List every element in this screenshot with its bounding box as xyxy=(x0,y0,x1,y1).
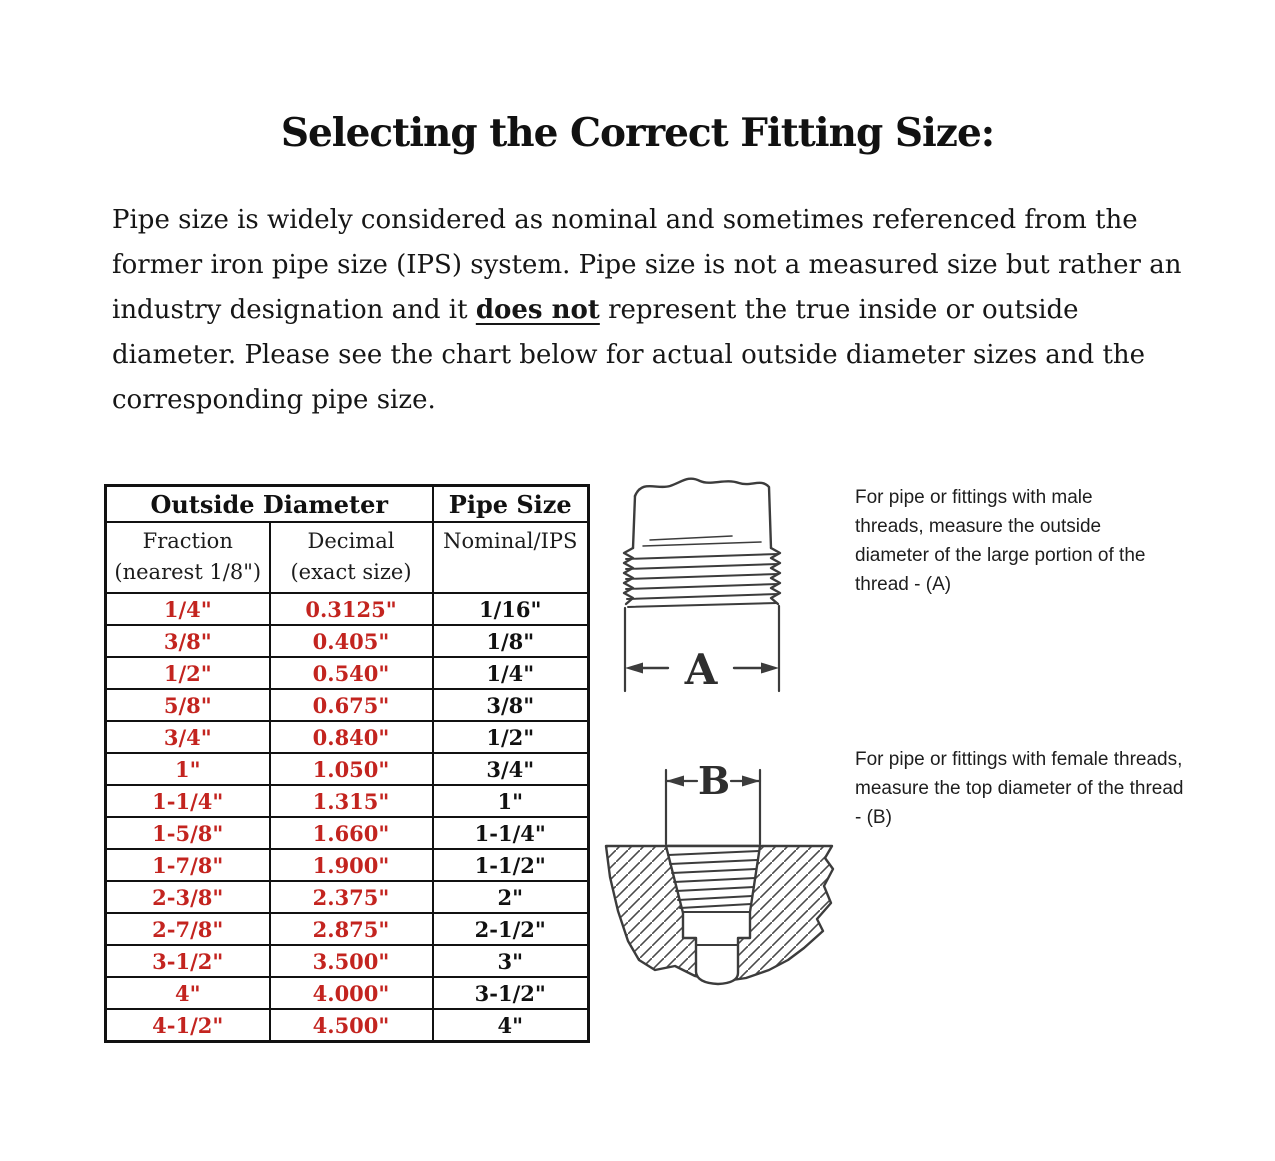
table-subheader-row xyxy=(106,522,589,593)
table-row xyxy=(106,817,589,849)
cell-fraction: 1/2" xyxy=(106,657,270,689)
figure-male-thread xyxy=(612,462,802,701)
paragraph-text-after: represent the true inside or outside diameter. Please see the chart below for actual outside diameter sizes and the corresponding pipe size. xyxy=(112,295,1146,415)
male-thread-drawing xyxy=(612,462,802,697)
col-header-nominal-ips xyxy=(433,522,589,593)
table-row xyxy=(106,977,589,1009)
table-row xyxy=(106,849,589,881)
table-row xyxy=(106,945,589,977)
pipe-size-table xyxy=(104,484,590,1043)
cell-fraction: 3/4" xyxy=(106,721,270,753)
cell-pipe-size: 3/4" xyxy=(433,753,589,785)
cell-pipe-size: 1/16" xyxy=(433,593,589,625)
cell-fraction: 4-1/2" xyxy=(106,1009,270,1042)
figure-female-thread xyxy=(592,742,847,996)
col-header-nominal-line1: Nominal/IPS xyxy=(443,529,578,553)
col-header-decimal-line2: (exact size) xyxy=(290,560,412,584)
cell-decimal: 1.900" xyxy=(270,849,433,881)
female-thread-caption: For pipe or fittings with female threads, measure the top diameter of the thread - (B) xyxy=(855,749,1184,828)
table-row xyxy=(106,689,589,721)
cell-decimal: 3.500" xyxy=(270,945,433,977)
col-group-outside-diameter: Outside Diameter xyxy=(106,486,433,523)
paragraph-text-before: Pipe size is widely considered as nominal and sometimes referenced from the former iron pipe size (IPS) system. Pipe size is not a measured size but rather an industry designation and it xyxy=(112,205,1182,325)
cell-pipe-size: 4" xyxy=(433,1009,589,1042)
table-row xyxy=(106,721,589,753)
thread-runout-lines xyxy=(643,536,761,546)
cell-decimal: 1.315" xyxy=(270,785,433,817)
cell-decimal: 0.540" xyxy=(270,657,433,689)
cell-fraction: 1-1/4" xyxy=(106,785,270,817)
cell-pipe-size: 1-1/4" xyxy=(433,817,589,849)
table-body xyxy=(106,593,589,1042)
col-header-fraction xyxy=(106,522,270,593)
cell-fraction: 1-5/8" xyxy=(106,817,270,849)
cell-pipe-size: 1/8" xyxy=(433,625,589,657)
cell-fraction: 4" xyxy=(106,977,270,1009)
table-row xyxy=(106,593,589,625)
cell-pipe-size: 3-1/2" xyxy=(433,977,589,1009)
cell-decimal: 1.660" xyxy=(270,817,433,849)
cell-fraction: 3/8" xyxy=(106,625,270,657)
cell-pipe-size: 3" xyxy=(433,945,589,977)
intro-paragraph xyxy=(112,198,1187,423)
table-group-header-row xyxy=(106,486,589,523)
cell-pipe-size: 2" xyxy=(433,881,589,913)
cell-decimal: 0.840" xyxy=(270,721,433,753)
cell-pipe-size: 1" xyxy=(433,785,589,817)
cell-fraction: 5/8" xyxy=(106,689,270,721)
table-row xyxy=(106,753,589,785)
dimension-label-b: B xyxy=(697,758,731,803)
table-row xyxy=(106,881,589,913)
cell-fraction: 2-7/8" xyxy=(106,913,270,945)
cell-decimal: 0.3125" xyxy=(270,593,433,625)
cell-pipe-size: 3/8" xyxy=(433,689,589,721)
cell-fraction: 1/4" xyxy=(106,593,270,625)
cell-fraction: 1-7/8" xyxy=(106,849,270,881)
cell-decimal: 1.050" xyxy=(270,753,433,785)
table-row xyxy=(106,625,589,657)
col-header-fraction-line1: Fraction xyxy=(142,529,233,553)
paragraph-emphasis: does not xyxy=(475,295,600,325)
table-row xyxy=(106,1009,589,1042)
cell-decimal: 0.405" xyxy=(270,625,433,657)
table-row xyxy=(106,785,589,817)
cell-decimal: 2.875" xyxy=(270,913,433,945)
table-row xyxy=(106,657,589,689)
dimension-label-a: A xyxy=(684,645,718,694)
cell-decimal: 2.375" xyxy=(270,881,433,913)
male-thread-caption: For pipe or fittings with male threads, measure the outside diameter of the large portion of the thread - (A) xyxy=(855,487,1146,595)
female-thread-drawing xyxy=(592,742,847,992)
cell-decimal: 0.675" xyxy=(270,689,433,721)
col-group-pipe-size: Pipe Size xyxy=(433,486,589,523)
cell-decimal: 4.500" xyxy=(270,1009,433,1042)
table-row xyxy=(106,913,589,945)
cell-decimal: 4.000" xyxy=(270,977,433,1009)
cell-fraction: 2-3/8" xyxy=(106,881,270,913)
cell-fraction: 3-1/2" xyxy=(106,945,270,977)
col-header-decimal-line1: Decimal xyxy=(307,529,395,553)
table-header xyxy=(106,486,589,594)
thread-lines xyxy=(624,548,780,607)
col-header-decimal xyxy=(270,522,433,593)
page-title: Selecting the Correct Fitting Size: xyxy=(280,110,995,156)
cell-fraction: 1" xyxy=(106,753,270,785)
cell-pipe-size: 1/2" xyxy=(433,721,589,753)
col-header-fraction-line2: (nearest 1/8") xyxy=(114,560,262,584)
cell-pipe-size: 1/4" xyxy=(433,657,589,689)
cell-pipe-size: 2-1/2" xyxy=(433,913,589,945)
cell-pipe-size: 1-1/2" xyxy=(433,849,589,881)
